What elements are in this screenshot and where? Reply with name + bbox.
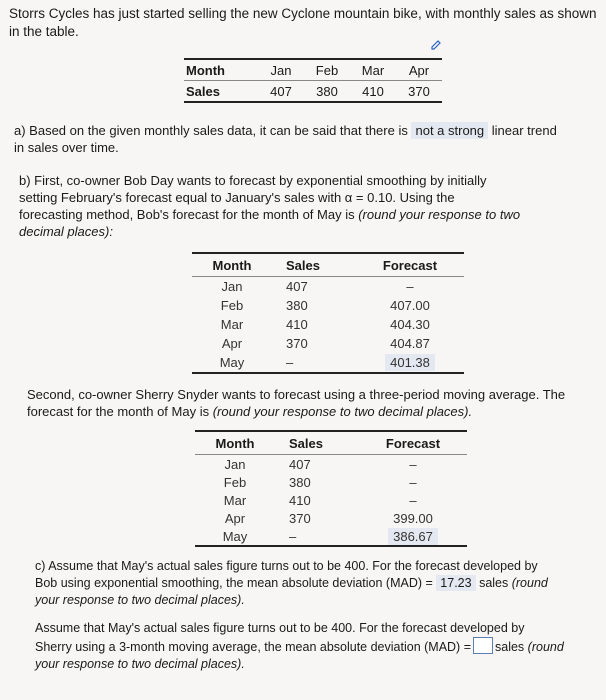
- forecast-cell: –: [409, 456, 417, 472]
- sales-table: [184, 58, 442, 103]
- header-sales: Sales: [275, 431, 359, 455]
- month-row-label: Month: [184, 59, 258, 81]
- part-c-question: [35, 558, 600, 609]
- forecast-cell: 404.30: [390, 317, 430, 332]
- part-c2-line3-italic: your response to two decimal places).: [35, 657, 245, 671]
- month-cell: Jan: [224, 456, 246, 472]
- part-c2-question: [35, 620, 600, 673]
- month-cell: Mar: [223, 492, 247, 508]
- table-row: [192, 296, 464, 315]
- header-sales: Sales: [272, 253, 356, 277]
- part-c-line2-italic: (round: [511, 576, 548, 590]
- table-row: [195, 491, 467, 509]
- part-c-line1: c) Assume that May's actual sales figure turns out to be 400. For the forecast developed by: [35, 559, 538, 573]
- table-row: [195, 473, 467, 491]
- part-c-line3-italic: your response to two decimal places).: [35, 593, 245, 607]
- month-cell: Feb: [220, 298, 244, 313]
- sales-cell: 407: [289, 456, 311, 472]
- table-row: [192, 315, 464, 334]
- forecast-cell: –: [409, 474, 417, 490]
- table-row: [184, 81, 442, 103]
- may-ma-forecast-answer-input[interactable]: 386.67: [388, 528, 438, 545]
- sales-cell: 380: [289, 474, 311, 490]
- sales-cell: 370: [289, 510, 311, 526]
- sales-cell: 407: [258, 81, 304, 103]
- table-row: [195, 509, 467, 527]
- month-cell: Mar: [350, 59, 396, 81]
- part-c2-line2-italic: (round: [527, 640, 564, 654]
- sales-cell: –: [272, 353, 356, 373]
- table-row: [195, 455, 467, 474]
- forecast-cell: –: [406, 279, 414, 294]
- trend-answer-dropdown[interactable]: not a strong: [411, 122, 488, 139]
- part-c2-line1: Assume that May's actual sales figure turns out to be 400. For the forecast developed by: [35, 621, 525, 635]
- forecast-cell: –: [409, 492, 417, 508]
- may-forecast-cell: [356, 353, 464, 373]
- sales-cell: 410: [350, 81, 396, 103]
- part-b-line2: setting February's forecast equal to January's sales with α = 0.10. Using the: [19, 190, 455, 205]
- table-row: [192, 334, 464, 353]
- second-line2: forecast for the month of May is: [27, 404, 210, 419]
- part-c-line2: Bob using exponential smoothing, the mean absolute deviation (MAD) =: [35, 576, 433, 590]
- month-cell: Feb: [304, 59, 350, 81]
- moving-average-table: [195, 430, 467, 547]
- month-cell: Apr: [224, 510, 246, 526]
- may-forecast-cell: [359, 527, 467, 546]
- second-line1: Second, co-owner Sherry Snyder wants to forecast using a three-period moving average. The: [27, 387, 566, 402]
- header-forecast: Forecast: [359, 431, 467, 455]
- part-a-question: [14, 122, 604, 156]
- sales-cell: 410: [286, 317, 308, 332]
- table-row: [195, 527, 467, 546]
- sales-cell: 370: [286, 336, 308, 351]
- part-b-line1: b) First, co-owner Bob Day wants to forecast by exponential smoothing by initially: [19, 173, 487, 188]
- intro-text: Storrs Cycles has just started selling the new Cyclone mountain bike, with monthly sales as shown in the table.: [9, 6, 597, 39]
- sales-row-label: Sales: [184, 81, 258, 103]
- part-b-line4-italic: decimal places):: [19, 224, 113, 239]
- mad-ma-answer-input[interactable]: [473, 637, 493, 654]
- header-month: Month: [195, 431, 275, 455]
- part-c-units: sales: [479, 576, 509, 590]
- month-cell: May: [192, 353, 272, 373]
- may-forecast-answer-input[interactable]: 401.38: [385, 354, 435, 371]
- month-cell: May: [195, 527, 275, 546]
- sales-cell: –: [275, 527, 359, 546]
- second-line2-italic: (round your response to two decimal places).: [212, 404, 473, 419]
- table-row: [192, 353, 464, 373]
- table-row: [192, 277, 464, 297]
- part-b-question: [19, 172, 599, 240]
- part-b-line3: forecasting method, Bob's forecast for the month of May is: [19, 207, 355, 222]
- table-row: [184, 59, 442, 81]
- month-cell: Apr: [221, 336, 243, 351]
- month-cell: Apr: [396, 59, 442, 81]
- part-a-after: linear trend: [491, 123, 557, 138]
- sales-cell: 380: [304, 81, 350, 103]
- forecast-cell: 404.87: [390, 336, 430, 351]
- moving-average-question: [27, 386, 602, 420]
- part-a-before: a) Based on the given monthly sales data, it can be said that there is: [14, 123, 408, 138]
- forecast-cell: 399.00: [393, 510, 433, 526]
- month-cell: Feb: [223, 474, 247, 490]
- part-b-line3-italic: (round your response to two: [358, 207, 521, 222]
- part-c2-units: sales: [495, 640, 525, 654]
- month-cell: Jan: [258, 59, 304, 81]
- edit-icon[interactable]: [431, 40, 441, 50]
- sales-cell: 410: [289, 492, 311, 508]
- exp-smoothing-table: [192, 252, 464, 374]
- header-forecast: Forecast: [356, 253, 464, 277]
- month-cell: Jan: [221, 279, 243, 294]
- part-c2-line2: Sherry using a 3-month moving average, the mean absolute deviation (MAD) =: [35, 640, 471, 654]
- part-a-line2: in sales over time.: [14, 140, 119, 155]
- table-header-row: [195, 431, 467, 455]
- sales-cell: 370: [396, 81, 442, 103]
- month-cell: Mar: [220, 317, 244, 332]
- forecast-cell: 407.00: [390, 298, 430, 313]
- header-month: Month: [192, 253, 272, 277]
- sales-cell: 380: [286, 298, 308, 313]
- table-header-row: [192, 253, 464, 277]
- mad-exp-answer-input[interactable]: 17.23: [436, 575, 475, 591]
- sales-cell: 407: [286, 279, 308, 294]
